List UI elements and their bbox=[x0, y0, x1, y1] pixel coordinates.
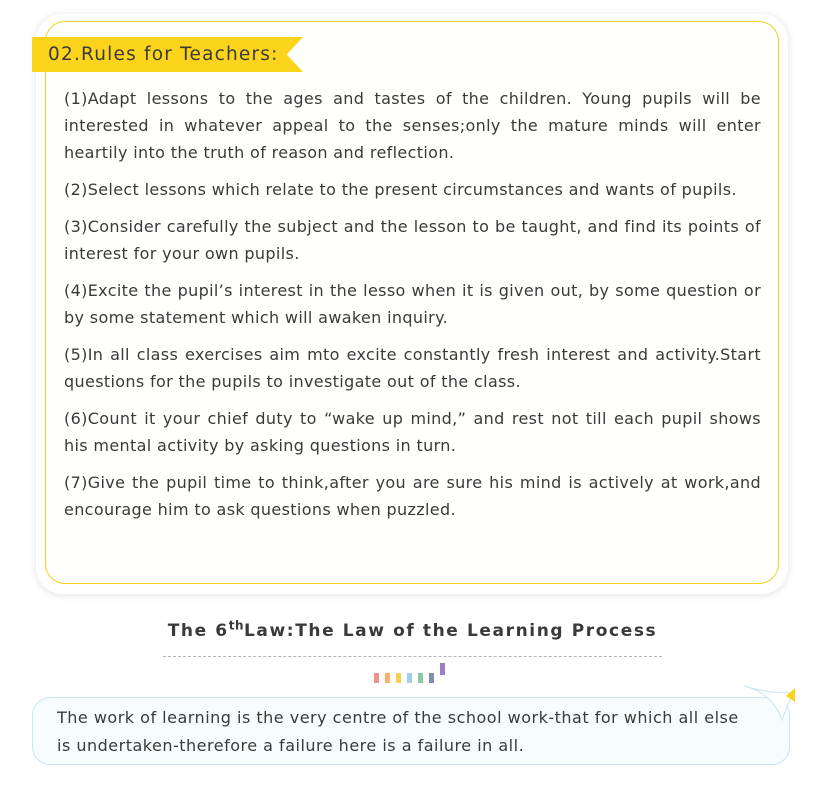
rule-item: (3)Consider carefully the subject and the lesson to be taught, and find its points of interest for your own pupils. bbox=[64, 217, 761, 263]
law-title-prefix: The 6 bbox=[167, 621, 229, 641]
rule-item: (1)Adapt lessons to the ages and tastes of the children. Young pupils will be interested in whatever appeal to the senses;only the mature minds will enter heartily into the truth of reason and reflection. bbox=[64, 89, 761, 162]
decor-bar bbox=[385, 673, 390, 683]
law-title-suffix: Law:The Law of the Learning Process bbox=[244, 621, 658, 641]
decor-bar bbox=[407, 673, 412, 683]
decor-bar bbox=[440, 663, 445, 675]
rules-list bbox=[64, 85, 761, 533]
note-text: The work of learning is the very centre of the school work-that for which all else is undertaken-therefore a failure here is a failure in all. bbox=[57, 708, 739, 755]
rule-item: (5)In all class exercises aim mto excite constantly fresh interest and activity.Start questions for the pupils to investigate out of the class. bbox=[64, 345, 761, 391]
section-heading: 02.Rules for Teachers: bbox=[48, 44, 279, 65]
decorative-bars-icon bbox=[374, 663, 454, 685]
decor-bar bbox=[396, 673, 401, 683]
rule-item: (7)Give the pupil time to think,after you are sure his mind is actively at work,and encourage him to ask questions when puzzled. bbox=[64, 473, 761, 519]
decor-bar bbox=[374, 673, 379, 683]
law-title bbox=[0, 618, 825, 641]
title-divider bbox=[163, 656, 662, 657]
decor-bar bbox=[418, 673, 423, 683]
rule-item: (6)Count it your chief duty to “wake up mind,” and rest not till each pupil shows his mental activity by asking questions in turn. bbox=[64, 409, 761, 455]
decor-bar bbox=[429, 673, 434, 683]
rule-item: (4)Excite the pupil’s interest in the lesso when it is given out, by some question or by some statement which will awaken inquiry. bbox=[64, 281, 761, 327]
law-title-superscript: th bbox=[228, 618, 244, 633]
rule-item: (2)Select lessons which relate to the present circumstances and wants of pupils. bbox=[64, 180, 737, 199]
